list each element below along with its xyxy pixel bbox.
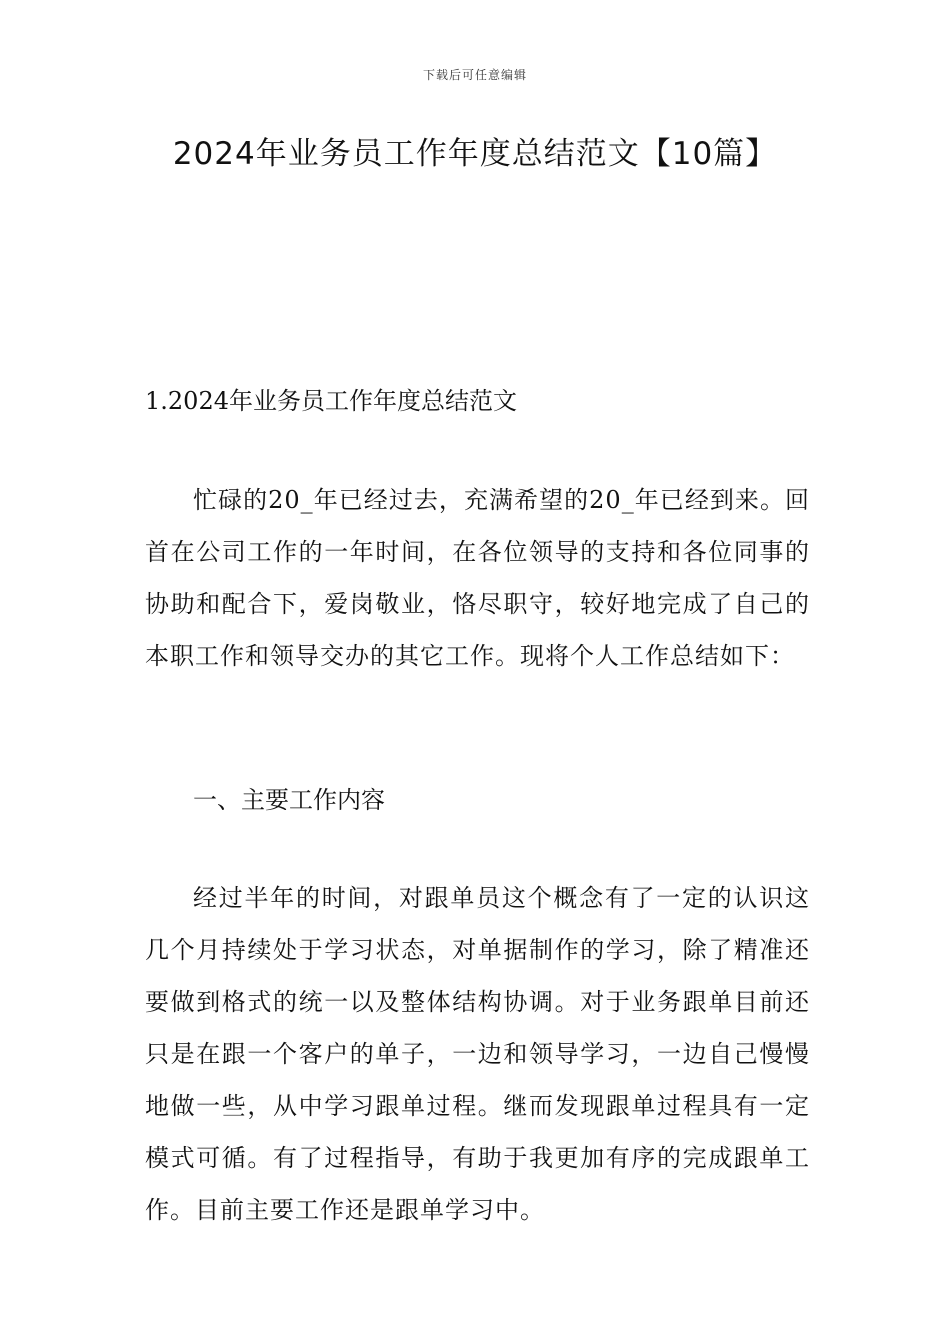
subheading-main-work: 一、主要工作内容 — [193, 786, 385, 814]
intro-paragraph: 忙碌的20_年已经过去，充满希望的20_年已经到来。回首在公司工作的一年时间，在各位领导的支持和各位同事的协助和配合下，爱岗敬业，恪尽职守，较好地完成了自己的本职工作和领导交办的其它工作。现将个人工作总结如下： — [145, 486, 810, 670]
document-title: 2024年业务员工作年度总结范文【10篇】 — [172, 136, 778, 172]
work-content-paragraph: 经过半年的时间，对跟单员这个概念有了一定的认识这几个月持续处于学习状态，对单据制作的学习，除了精准还要做到格式的统一以及整体结构协调。对于业务跟单目前还只是在跟一个客户的单子，一边和领导学习，一边自己慢慢地做一些，从中学习跟单过程。继而发现跟单过程具有一定模式可循。有了过程指导，有助于我更加有序的完成跟单工作。目前主要工作还是跟单学习中。 — [145, 884, 810, 1224]
section-heading: 1.2024年业务员工作年度总结范文 — [145, 387, 517, 415]
page-header-note: 下载后可任意编辑 — [422, 68, 527, 82]
